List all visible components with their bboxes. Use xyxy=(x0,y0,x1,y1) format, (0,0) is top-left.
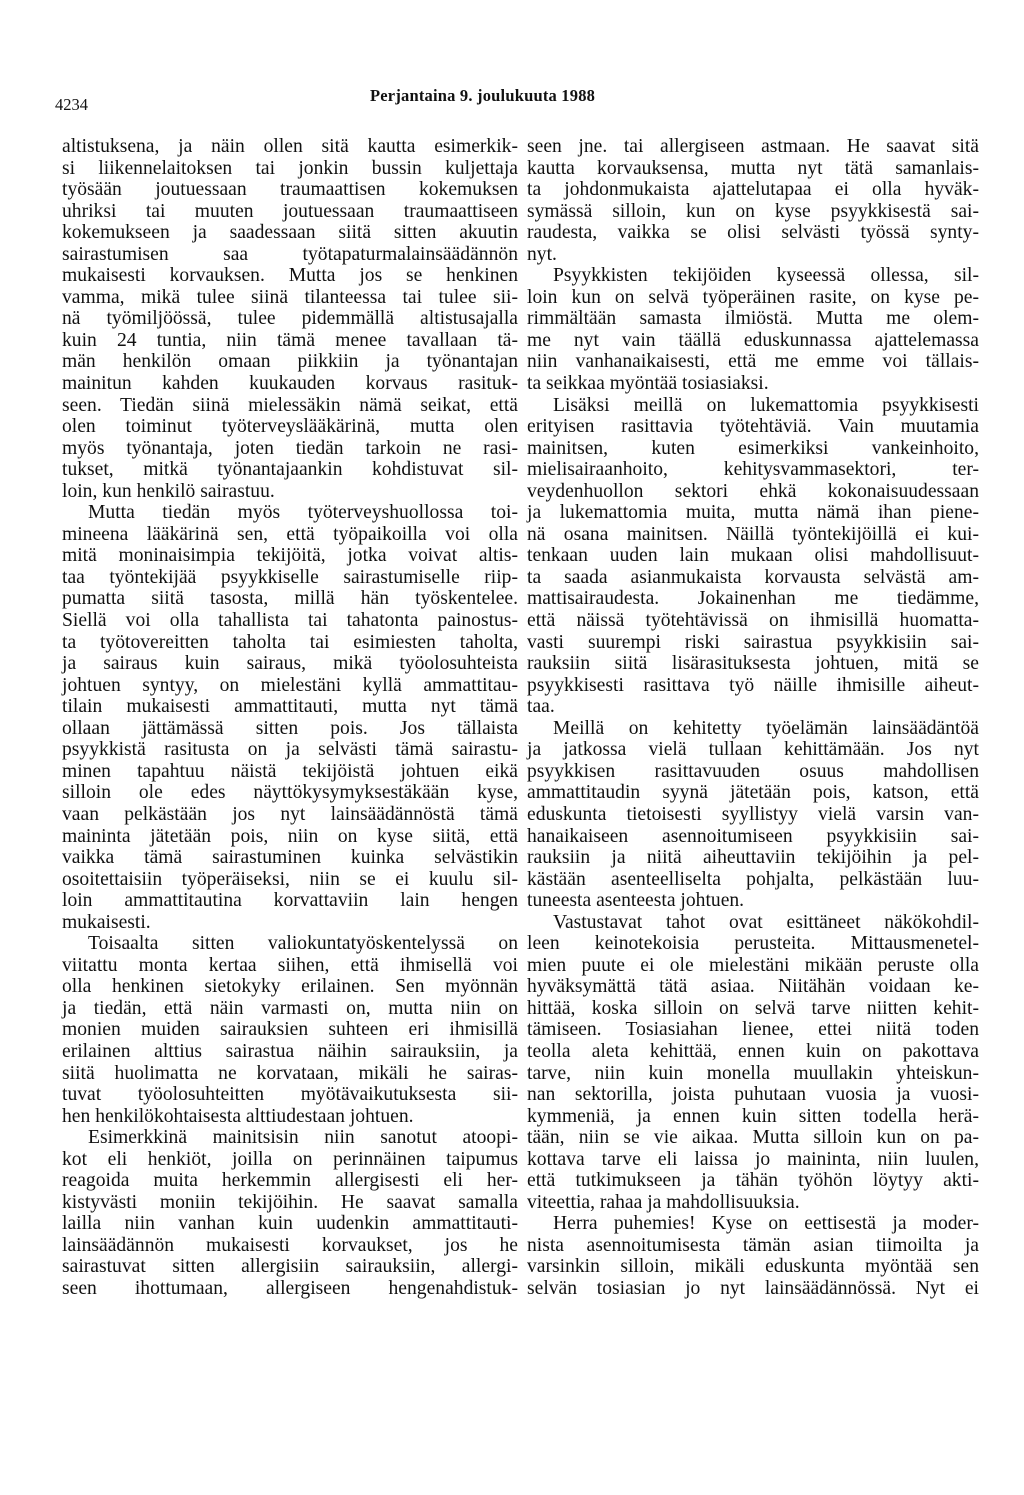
text-line: sairastuvat sitten allergisiin sairauksiin, allergi- xyxy=(62,1256,518,1278)
text-line: erilainen alttius sairastua näihin sairauksiin, ja xyxy=(62,1040,518,1062)
text-line: rauksiin siitä lisärasituksesta johtuen, mitä se xyxy=(527,653,979,675)
text-line: ta seikkaa myöntää tosiasiaksi. xyxy=(527,373,769,395)
text-line: psyykkisesti rasittava työ näille ihmisille aiheut- xyxy=(527,674,979,696)
text-line: osoitettaisiin työperäiseksi, niin se ei kuulu sil- xyxy=(62,868,518,890)
text-line: ollaan jättämässä sitten pois. Jos tällaista xyxy=(62,717,518,739)
text-line: lailla niin vanhan kuin uudenkin ammattitauti- xyxy=(62,1213,518,1235)
text-line: kot eli henkiöt, joilla on perinnäinen taipumus xyxy=(62,1148,518,1170)
text-line: mien puute ei ole mielestäni mikään peruste olla xyxy=(527,954,979,976)
text-line: olla henkinen sietokyky erilainen. Sen myönnän xyxy=(62,976,518,998)
text-line: johtuen syntyy, on mielestäni kyllä ammattitau- xyxy=(62,674,518,696)
text-line: kuin 24 tuntia, niin tämä menee tavallaan tä- xyxy=(62,329,518,351)
text-line: rimmältään samasta ilmiöstä. Mutta me olem- xyxy=(527,308,979,330)
text-line: mitä moninaisimpia tekijöitä, jotka voivat altis- xyxy=(62,545,518,567)
text-line: symässä silloin, kun on kyse psyykkisestä sai- xyxy=(527,200,979,222)
text-line: män henkilön omaan piikkiin ja työnantajan xyxy=(62,351,518,373)
text-line: uhriksi tai muuten joutuessaan traumaattiseen xyxy=(62,200,518,222)
text-line: että näissä työtehtävissä on ihmisillä huomatta- xyxy=(527,610,979,632)
text-line: Herra puhemies! Kyse on eettisestä ja moder- xyxy=(553,1213,979,1235)
text-line: psyykkisen rasittavuuden osuus mahdollisen xyxy=(527,760,979,782)
text-line: nä työmiljöössä, tulee pidemmällä altistusajalla xyxy=(62,308,518,330)
text-line: kautta korvauksensa, mutta nyt tätä samanlais- xyxy=(527,157,979,179)
text-line: ta johdonmukaista ajattelutapaa ei olla hyväk- xyxy=(527,179,979,201)
text-line: Toisaalta sitten valiokuntatyöskentelyssä on xyxy=(88,933,518,955)
text-line: nyt. xyxy=(527,243,557,265)
text-line: psyykkistä rasitusta on ja selvästi tämä sairastu- xyxy=(62,739,518,761)
text-line: silloin ole edes näyttökysymyksestäkään kyse, xyxy=(62,782,518,804)
text-line: mainitun kahden kuukauden korvaus rasituk- xyxy=(62,373,518,395)
text-line: Meillä on kehitetty työelämän lainsäädäntöä xyxy=(553,717,979,739)
text-line: tenkaan uuden lain mukaan olisi mahdollisuut- xyxy=(527,545,979,567)
text-line: niin vanhanaikaisesti, että me emme voi tällais- xyxy=(527,351,979,373)
text-line: varsinkin silloin, mikäli eduskunta myöntää sen xyxy=(527,1256,979,1278)
text-line: mattisairaudesta. Jokainenhan me tiedämme, xyxy=(527,588,979,610)
text-line: pumatta siitä tasosta, millä hän työskentelee. xyxy=(62,588,518,610)
text-line: kokemukseen ja saadessaan siitä sitten akuutin xyxy=(62,222,518,244)
text-line: hyväksymättä tätä asiaa. Niitähän voidaan ke- xyxy=(527,976,979,998)
text-line: mineena lääkärinä sen, että työpaikoilla voi olla xyxy=(62,523,518,545)
text-line: tukset, mitkä työnantajaankin kohdistuvat sil- xyxy=(62,459,518,481)
text-line: leen keinotekoisia perusteita. Mittausmenetel- xyxy=(527,933,979,955)
text-line: mielisairaanhoito, kehitysvammasektori, ter- xyxy=(527,459,979,481)
text-line: kistyvästi moniin tekijöihin. He saavat samalla xyxy=(62,1191,518,1213)
text-line: nä osana mainitsen. Näillä työntekijöillä ei kui- xyxy=(527,523,979,545)
text-line: eduskunta tietoisesti syyllistyy vielä varsin van- xyxy=(527,803,979,825)
text-line: ta työtovereitten taholta tai esimiesten taholta, xyxy=(62,631,518,653)
text-line: loin ammattitautina korvattaviin lain hengen xyxy=(62,890,518,912)
text-line: erityisen rasittavia työtehtäviä. Vain muutamia xyxy=(527,416,979,438)
text-line: veydenhuollon sektori ehkä kokonaisuudessaan xyxy=(527,480,979,502)
text-line: ja sairaus kuin sairaus, mikä työolosuhteista xyxy=(62,653,518,675)
right-column xyxy=(527,136,979,1300)
text-line: viteettia, rahaa ja mahdollisuuksia. xyxy=(527,1191,800,1213)
text-line: lainsäädännön mukaisesti korvaukset, jos he xyxy=(62,1234,518,1256)
text-line: sairastumisen saa työtapaturmalainsäädännön xyxy=(62,243,518,265)
text-line: tuneesta asenteesta johtuen. xyxy=(527,890,745,912)
text-line: ja tiedän, että näin varmasti on, mutta niin on xyxy=(62,997,518,1019)
text-line: Lisäksi meillä on lukemattomia psyykkisesti xyxy=(553,394,979,416)
text-line: rauksiin ja niitä aiheuttaviin tekijöihin ja pel- xyxy=(527,847,979,869)
text-line: mukaisesti korvauksen. Mutta jos se henkinen xyxy=(62,265,518,287)
text-line: raudesta, vaikka se olisi selvästi työssä synty- xyxy=(527,222,979,244)
text-line: loin kun on selvä työperäinen rasite, on kyse pe- xyxy=(527,286,979,308)
text-line: teolla aleta kehittää, ennen kuin on pakottava xyxy=(527,1040,979,1062)
text-line: mukaisesti. xyxy=(62,911,151,933)
text-line: kymmeniä, ja ennen kuin sitten todella herä- xyxy=(527,1105,979,1127)
text-line: selvän tosiasian jo nyt lainsäädännössä. Nyt ei xyxy=(527,1277,979,1299)
text-line: me nyt vain täällä eduskunnassa ajattelemassa xyxy=(527,329,979,351)
text-line: nista asennoitumisesta tämän asian tiimoilta ja xyxy=(527,1234,979,1256)
text-line: viitattu monta kertaa siihen, että ihmisellä voi xyxy=(62,954,518,976)
text-line: monien muiden sairauksien suhteen eri ihmisillä xyxy=(62,1019,518,1041)
text-line: Esimerkkinä mainitsisin niin sanotut atoopi- xyxy=(88,1127,518,1149)
text-line: nan sektorilla, joista puhutaan vuosia ja vuosi- xyxy=(527,1084,979,1106)
left-column xyxy=(62,136,518,1300)
text-line: tään, niin se vie aikaa. Mutta silloin kun on pa- xyxy=(527,1127,979,1149)
text-line: hittää, koska silloin on selvä tarve niitten kehit- xyxy=(527,997,979,1019)
text-line: vaikka tämä sairastuminen kuinka selvästikin xyxy=(62,847,518,869)
text-line: tämiseen. Tosiasiahan lienee, ettei niitä toden xyxy=(527,1019,979,1041)
text-line: Vastustavat tahot ovat esittäneet näkökohdil- xyxy=(553,911,979,933)
text-line: seen jne. tai allergiseen astmaan. He saavat sitä xyxy=(527,136,979,157)
text-line: Mutta tiedän myös työterveyshuollossa toi- xyxy=(88,502,518,524)
text-line: vaan pelkästään jos nyt lainsäädännöstä tämä xyxy=(62,803,518,825)
text-line: reagoida muita herkemmin allergisesti eli her- xyxy=(62,1170,518,1192)
running-head: Perjantaina 9. joulukuuta 1988 xyxy=(370,86,596,105)
text-line: tilain mukaisesti ammattitauti, mutta nyt tämä xyxy=(62,696,518,718)
text-line: ta saada asianmukaista korvausta selvästä am- xyxy=(527,566,979,588)
text-line: taa työntekijää psyykkiselle sairastumiselle riip- xyxy=(62,566,518,588)
text-line: myös työnantaja, joten tiedän tarkoin ne rasi- xyxy=(62,437,518,459)
text-line: maininta jätetään pois, niin on kyse siitä, että xyxy=(62,825,518,847)
text-line: ammattitaudin syynä jätetään pois, katson, että xyxy=(527,782,979,804)
text-line: altistuksena, ja näin ollen sitä kautta esimerkik- xyxy=(62,136,518,157)
text-line: ja jatkossa vielä tullaan kehittämään. Jos nyt xyxy=(527,739,979,761)
text-line: työsään joutuessaan traumaattisen kokemuksen xyxy=(62,179,518,201)
text-line: vamma, mikä tulee siinä tilanteessa tai tulee sii- xyxy=(62,286,518,308)
text-line: tuvat työolosuhteitten myötävaikutuksesta sii- xyxy=(62,1084,518,1106)
text-line: Psyykkisten tekijöiden kyseessä ollessa, sil- xyxy=(553,265,979,287)
text-line: si liikennelaitoksen tai jonkin bussin kuljettaja xyxy=(62,157,518,179)
text-line: seen ihottumaan, allergiseen hengenahdistuk- xyxy=(62,1277,518,1299)
text-line: siitä huolimatta ne korvataan, mikäli he sairas- xyxy=(62,1062,518,1084)
text-line: olen toiminut työterveyslääkärinä, mutta olen xyxy=(62,416,518,438)
text-line: vasti suurempi riski sairastua psyykkisiin sai- xyxy=(527,631,979,653)
text-line: ja lukemattomia muita, mutta nämä ihan piene- xyxy=(527,502,979,524)
page-number: 4234 xyxy=(55,95,88,114)
text-line: kästään asenteelliselta pohjalta, pelkästään luu- xyxy=(527,868,979,890)
text-line: mainitsen, kuten esimerkiksi vankeinhoito, xyxy=(527,437,979,459)
text-line: taa. xyxy=(527,696,555,718)
text-line: hanaikaiseen asennoitumiseen psyykkisiin sai- xyxy=(527,825,979,847)
text-line: kottava tarve eli laissa jo maininta, niin luulen, xyxy=(527,1148,979,1170)
text-line: tarve, niin kuin monella muullakin yhteiskun- xyxy=(527,1062,979,1084)
text-line: että tutkimukseen ja tähän työhön löytyy akti- xyxy=(527,1170,979,1192)
text-line: loin, kun henkilö sairastuu. xyxy=(62,480,275,502)
text-line: seen. Tiedän siinä mielessäkin nämä seikat, että xyxy=(62,394,518,416)
text-line: Siellä voi olla tahallista tai tahatonta painostus- xyxy=(62,610,518,632)
text-line: hen henkilökohtaisesta alttiudestaan johtuen. xyxy=(62,1105,414,1127)
text-line: minen tapahtuu näistä tekijöistä johtuen eikä xyxy=(62,760,518,782)
